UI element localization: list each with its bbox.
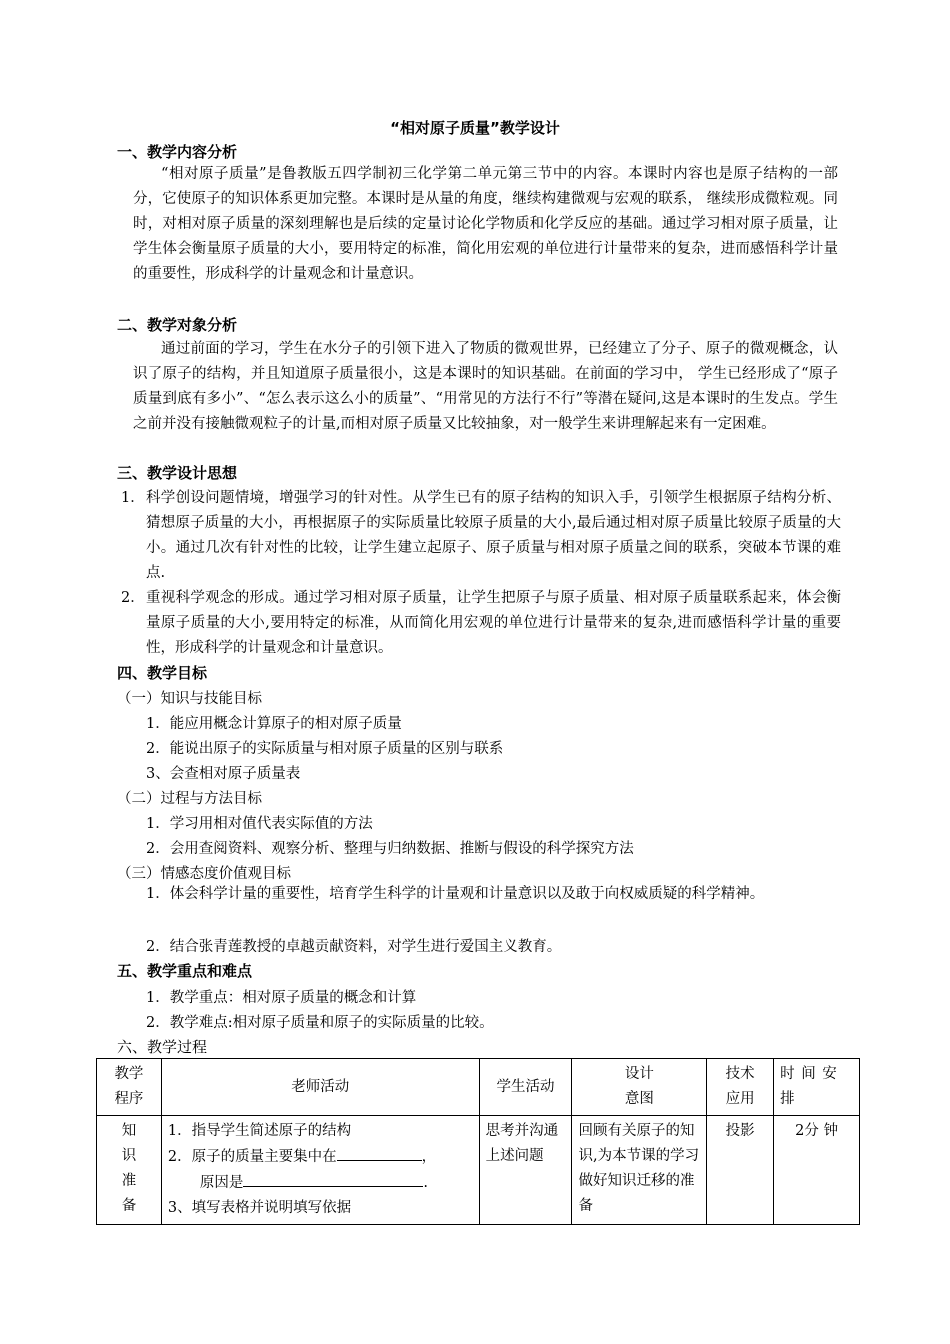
document-title: “相对原子质量”教学设计 [390,119,560,137]
goal-group-title: （一）知识与技能目标 [117,691,262,707]
tech-application-cell: 投影 [707,1116,774,1225]
header-tech-application: 技术 应用 [707,1059,774,1116]
section-heading-design-ideas: 三、教学设计思想 [117,464,238,482]
header-teacher-activity: 老师活动 [161,1059,479,1116]
design-idea-text: 科学创设问题情境，增强学习的针对性。从学生已有的原子结构的知识入手，引领学生根据原子结构分析、猜想原子质量的大小，再根据原子的实际质量比较原子质量的大小,最后通过相对原子质量比较原子质量的大小。通过几次有针对性的比较，让学生建立起原子、原子质量与相对原子质量之间的联系，突破本节课的难点. [146,490,841,581]
section-heading-teaching-process: 六、教学过程 [117,1038,208,1056]
header-time: 时 间 安 排 [774,1059,860,1116]
section-heading-content-analysis: 一、教学内容分析 [117,143,238,161]
design-idea-number: 1． [121,490,145,506]
design-intent-cell: 回顾有关原子的知识,为本节课的学习做好知识迁移的准备 [572,1116,707,1225]
audience-analysis-paragraph: 通过前面的学习，学生在水分子的引领下进入了物质的微观世界，已经建立了分子、原子的微观概念，认识了原子的结构，并且知道原子质量很小，这是本课时的知识基础。在前面的学习中， 学生已经形成了“原子质量到底有多小”、“怎么表示这么小的质量”、“用常见的方法行不行”等潜在疑问,这是本课时的生发点。学生之前并没有接触微观粒子的计量,而相对原子质量又比较抽象，对一般学生来讲理解起来有一定困难。 [133,341,838,432]
teaching-process-table [96,1058,860,1225]
student-activity-cell: 思考并沟通上述问题 [479,1116,572,1225]
fill-blank [337,1144,422,1161]
fill-blank [243,1170,423,1187]
design-idea-text: 重视科学观念的形成。通过学习相对原子质量，让学生把原子与原子质量、相对原子质量联系起来，体会衡量原子质量的大小,要用特定的标准，从而简化用宏观的单位进行计量带来的复杂,进而感悟科学计量的重要性，形成科学的计量观念和计量意识。 [146,590,841,656]
time-cell: 2分 钟 [774,1116,860,1225]
design-idea-number: 2． [121,590,145,606]
header-student-activity: 学生活动 [479,1059,572,1116]
table-row [97,1116,860,1225]
goal-item: 2．会用查阅资料、观察分析、整理与归纳数据、推断与假设的科学探究方法 [146,841,634,857]
table-header-row [97,1059,860,1116]
content-analysis-paragraph: “相对原子质量”是鲁教版五四学制初三化学第二单元第三节中的内容。本课时内容也是原子结构的一部分，它使原子的知识体系更加完整。本课时是从量的角度，继续构建微观与宏观的联系， 继续形成微粒观。同时，对相对原子质量的深刻理解也是后续的定量讨论化学物质和化学反应的基础。通过学习相对原子质量，让学生体会衡量原子质量的大小，要用特定的标准，简化用宏观的单位进行计量带来的复杂，进而感悟科学计量的重要性，形成科学的计量观念和计量意识。 [133,166,838,282]
design-idea-item [121,486,841,586]
goal-item: 3、会查相对原子质量表 [146,766,301,782]
program-cell: 知 识 准 备 [97,1116,162,1225]
header-design-intent: 设计 意图 [572,1059,707,1116]
goal-item: 2．能说出原子的实际质量与相对原子质量的区别与联系 [146,741,504,757]
section-heading-key-points: 五、教学重点和难点 [117,962,253,980]
goal-item: 1．体会科学计量的重要性，培育学生科学的计量观和计量意识以及敢于向权威质疑的科学精神。 [146,886,765,902]
key-point-item: 2．教学难点:相对原子质量和原子的实际质量的比较。 [146,1015,494,1031]
section-heading-audience-analysis: 二、教学对象分析 [117,316,238,334]
header-program: 教学 程序 [97,1059,162,1116]
goal-group-title: （三）情感态度价值观目标 [117,866,291,882]
goal-item: 2．结合张青莲教授的卓越贡献资料，对学生进行爱国主义教育。 [146,939,562,955]
goal-item: 1．能应用概念计算原子的相对原子质量 [146,716,402,732]
goal-group-title: （二）过程与方法目标 [117,791,262,807]
goal-item: 1．学习用相对值代表实际值的方法 [146,816,373,832]
section-heading-teaching-goals: 四、教学目标 [117,664,208,682]
design-idea-item [121,586,841,661]
teacher-activity-cell: 1．指导学生简述原子的结构 2．原子的质量主要集中在 ， 原因是 . 3、填写表格并说明填写依据 [161,1116,479,1225]
key-point-item: 1．教学重点：相对原子质量的概念和计算 [146,990,417,1006]
